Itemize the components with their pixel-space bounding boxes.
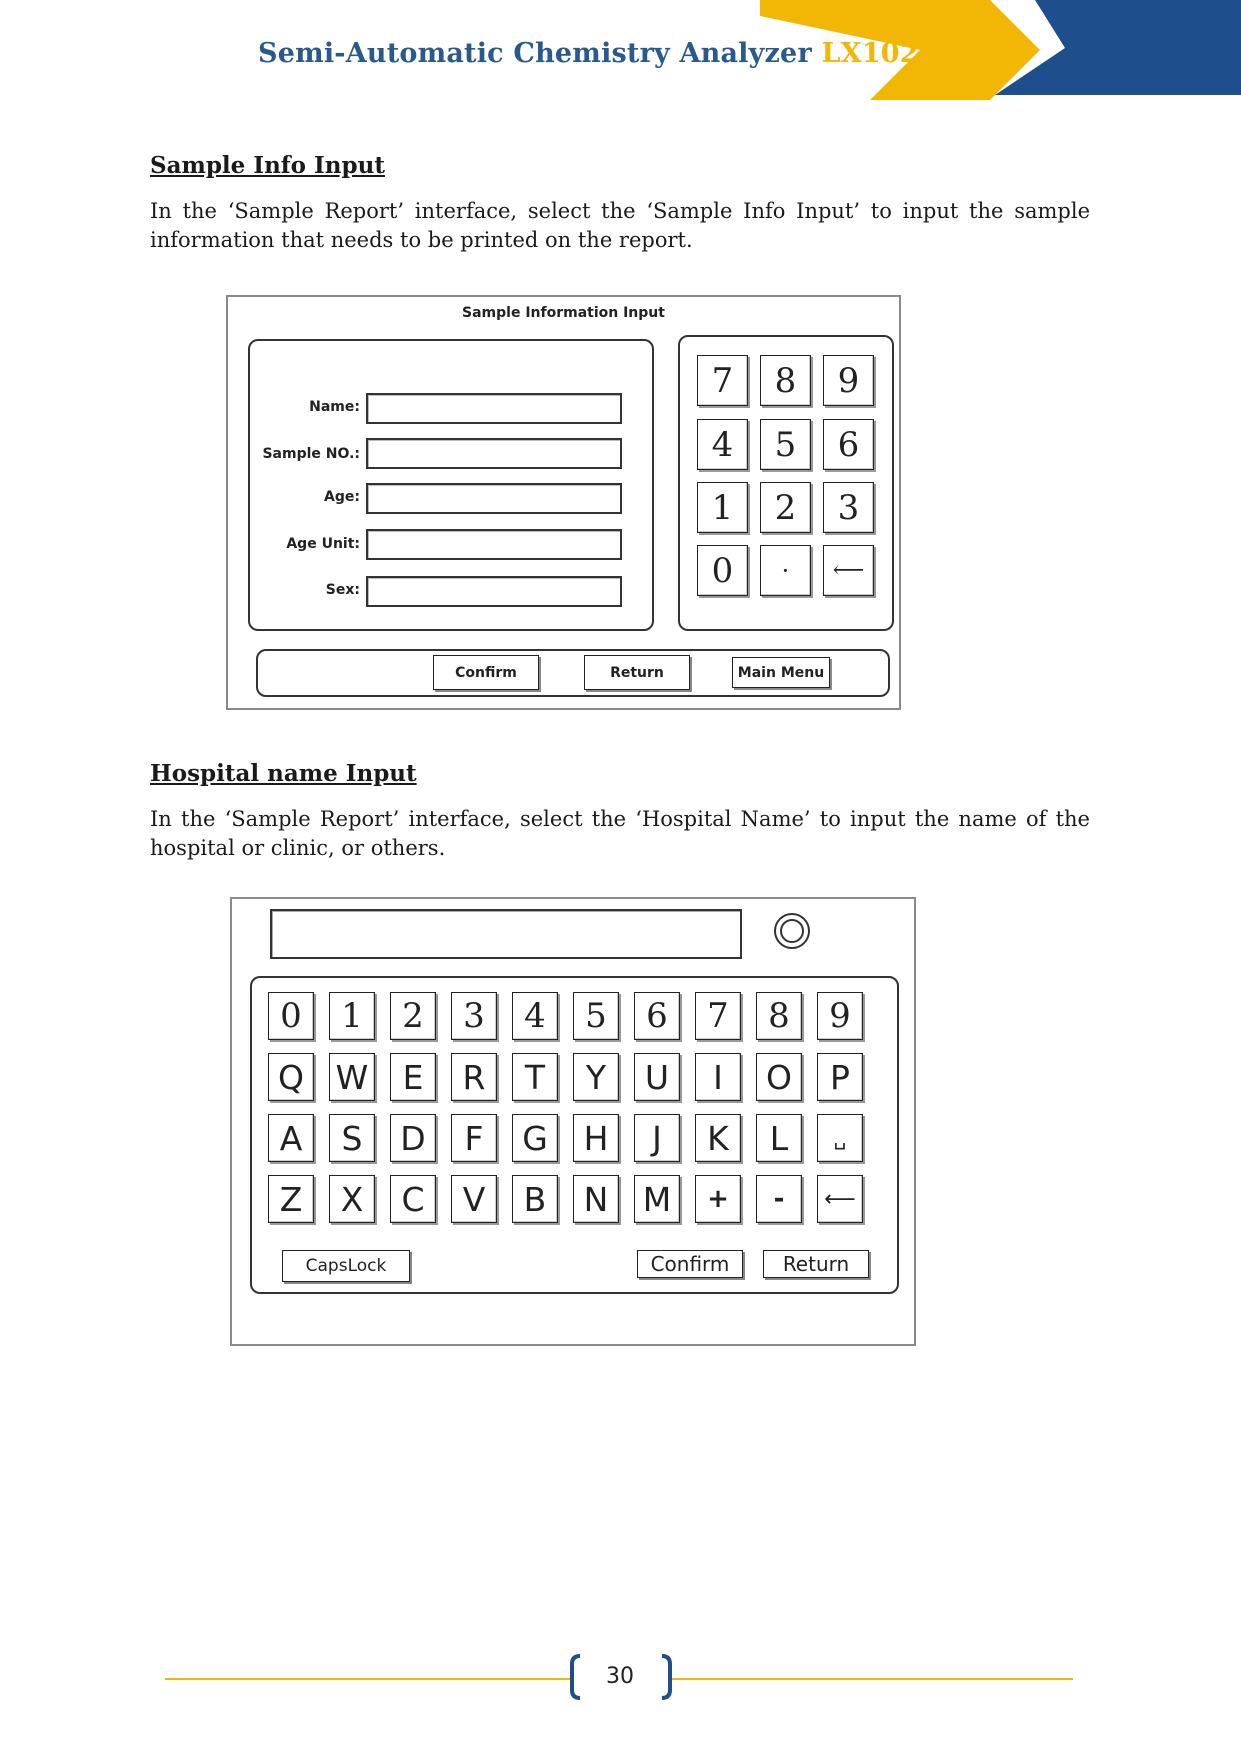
key-m[interactable]: M	[634, 1175, 680, 1223]
sample-info-screen	[226, 295, 901, 710]
key-0[interactable]: 0	[268, 992, 314, 1040]
key-s[interactable]: S	[329, 1114, 375, 1162]
header-title-text: Semi-Automatic Chemistry Analyzer	[258, 38, 812, 69]
keypad-key-6[interactable]: 6	[823, 419, 874, 470]
keypad-key-2[interactable]: 2	[760, 482, 811, 533]
key-5[interactable]: 5	[573, 992, 619, 1040]
keypad-key-8[interactable]: 8	[760, 355, 811, 406]
main-menu-button[interactable]: Main Menu	[732, 657, 830, 688]
keypad-key-1[interactable]: 1	[697, 482, 748, 533]
key-c[interactable]: C	[390, 1175, 436, 1223]
key-b[interactable]: B	[512, 1175, 558, 1223]
key-7[interactable]: 7	[695, 992, 741, 1040]
keypad-key-dot[interactable]: ·	[760, 545, 811, 596]
section-text-sample-info: In the ‘Sample Report’ interface, select the ‘Sample Info Input’ to input the sample information that needs to be printed on the report.	[150, 199, 1090, 252]
key-j[interactable]: J	[634, 1114, 680, 1162]
section-title-sample-info: Sample Info Input	[150, 152, 385, 179]
age-field[interactable]	[366, 483, 622, 514]
sample-button-bar	[256, 649, 890, 697]
key-q[interactable]: Q	[268, 1053, 314, 1101]
keyboard-panel	[250, 976, 899, 1294]
keypad-key-7[interactable]: 7	[697, 355, 748, 406]
sample-no-label: Sample NO.:	[262, 446, 360, 462]
key-d[interactable]: D	[390, 1114, 436, 1162]
header-model: LX102SCA	[821, 38, 982, 69]
page-number: 30	[606, 1664, 634, 1689]
key-w[interactable]: W	[329, 1053, 375, 1101]
key-minus[interactable]: -	[756, 1175, 802, 1223]
key-backspace[interactable]: ⟵	[817, 1175, 863, 1223]
key-a[interactable]: A	[268, 1114, 314, 1162]
keypad-key-4[interactable]: 4	[697, 419, 748, 470]
key-3[interactable]: 3	[451, 992, 497, 1040]
footer-line-left	[165, 1678, 570, 1680]
key-k[interactable]: K	[695, 1114, 741, 1162]
sex-field[interactable]	[366, 576, 622, 607]
key-u[interactable]: U	[634, 1053, 680, 1101]
key-1[interactable]: 1	[329, 992, 375, 1040]
key-i[interactable]: I	[695, 1053, 741, 1101]
key-9[interactable]: 9	[817, 992, 863, 1040]
sex-label: Sex:	[325, 582, 360, 598]
footer-line-right	[668, 1678, 1073, 1680]
key-y[interactable]: Y	[573, 1053, 619, 1101]
confirm-button[interactable]: Confirm	[637, 1250, 743, 1278]
return-button[interactable]: Return	[763, 1250, 869, 1278]
key-g[interactable]: G	[512, 1114, 558, 1162]
key-e[interactable]: E	[390, 1053, 436, 1101]
sample-no-field[interactable]	[366, 438, 622, 469]
key-n[interactable]: N	[573, 1175, 619, 1223]
keypad-key-backspace[interactable]: ⟵	[823, 545, 874, 596]
capslock-button[interactable]: CapsLock	[282, 1250, 410, 1282]
key-z[interactable]: Z	[268, 1175, 314, 1223]
key-x[interactable]: X	[329, 1175, 375, 1223]
key-plus[interactable]: +	[695, 1175, 741, 1223]
keypad-key-3[interactable]: 3	[823, 482, 874, 533]
key-f[interactable]: F	[451, 1114, 497, 1162]
key-o[interactable]: O	[756, 1053, 802, 1101]
key-h[interactable]: H	[573, 1114, 619, 1162]
name-label: Name:	[309, 399, 360, 415]
sample-screen-title: Sample Information Input	[462, 305, 665, 321]
header-title	[258, 38, 981, 69]
key-p[interactable]: P	[817, 1053, 863, 1101]
record-icon[interactable]	[774, 913, 810, 949]
key-space[interactable]: ␣	[817, 1114, 863, 1162]
age-unit-field[interactable]	[366, 529, 622, 560]
keypad-key-5[interactable]: 5	[760, 419, 811, 470]
key-6[interactable]: 6	[634, 992, 680, 1040]
confirm-button[interactable]: Confirm	[433, 655, 539, 690]
key-4[interactable]: 4	[512, 992, 558, 1040]
key-l[interactable]: L	[756, 1114, 802, 1162]
key-t[interactable]: T	[512, 1053, 558, 1101]
key-8[interactable]: 8	[756, 992, 802, 1040]
name-field[interactable]	[366, 393, 622, 424]
keypad-key-9[interactable]: 9	[823, 355, 874, 406]
return-button[interactable]: Return	[584, 655, 690, 690]
key-r[interactable]: R	[451, 1053, 497, 1101]
age-unit-label: Age Unit:	[286, 536, 360, 552]
hospital-name-input[interactable]	[270, 909, 742, 959]
sample-form-panel	[248, 339, 654, 631]
hospital-name-screen	[230, 897, 916, 1346]
key-2[interactable]: 2	[390, 992, 436, 1040]
key-v[interactable]: V	[451, 1175, 497, 1223]
keypad-key-0[interactable]: 0	[697, 545, 748, 596]
section-text-hospital-name: In the ‘Sample Report’ interface, select the ‘Hospital Name’ to input the name of the hospital or clinic, or others.	[150, 807, 1090, 860]
numeric-keypad	[678, 335, 894, 631]
age-label: Age:	[324, 489, 360, 505]
section-title-hospital-name: Hospital name Input	[150, 760, 417, 787]
